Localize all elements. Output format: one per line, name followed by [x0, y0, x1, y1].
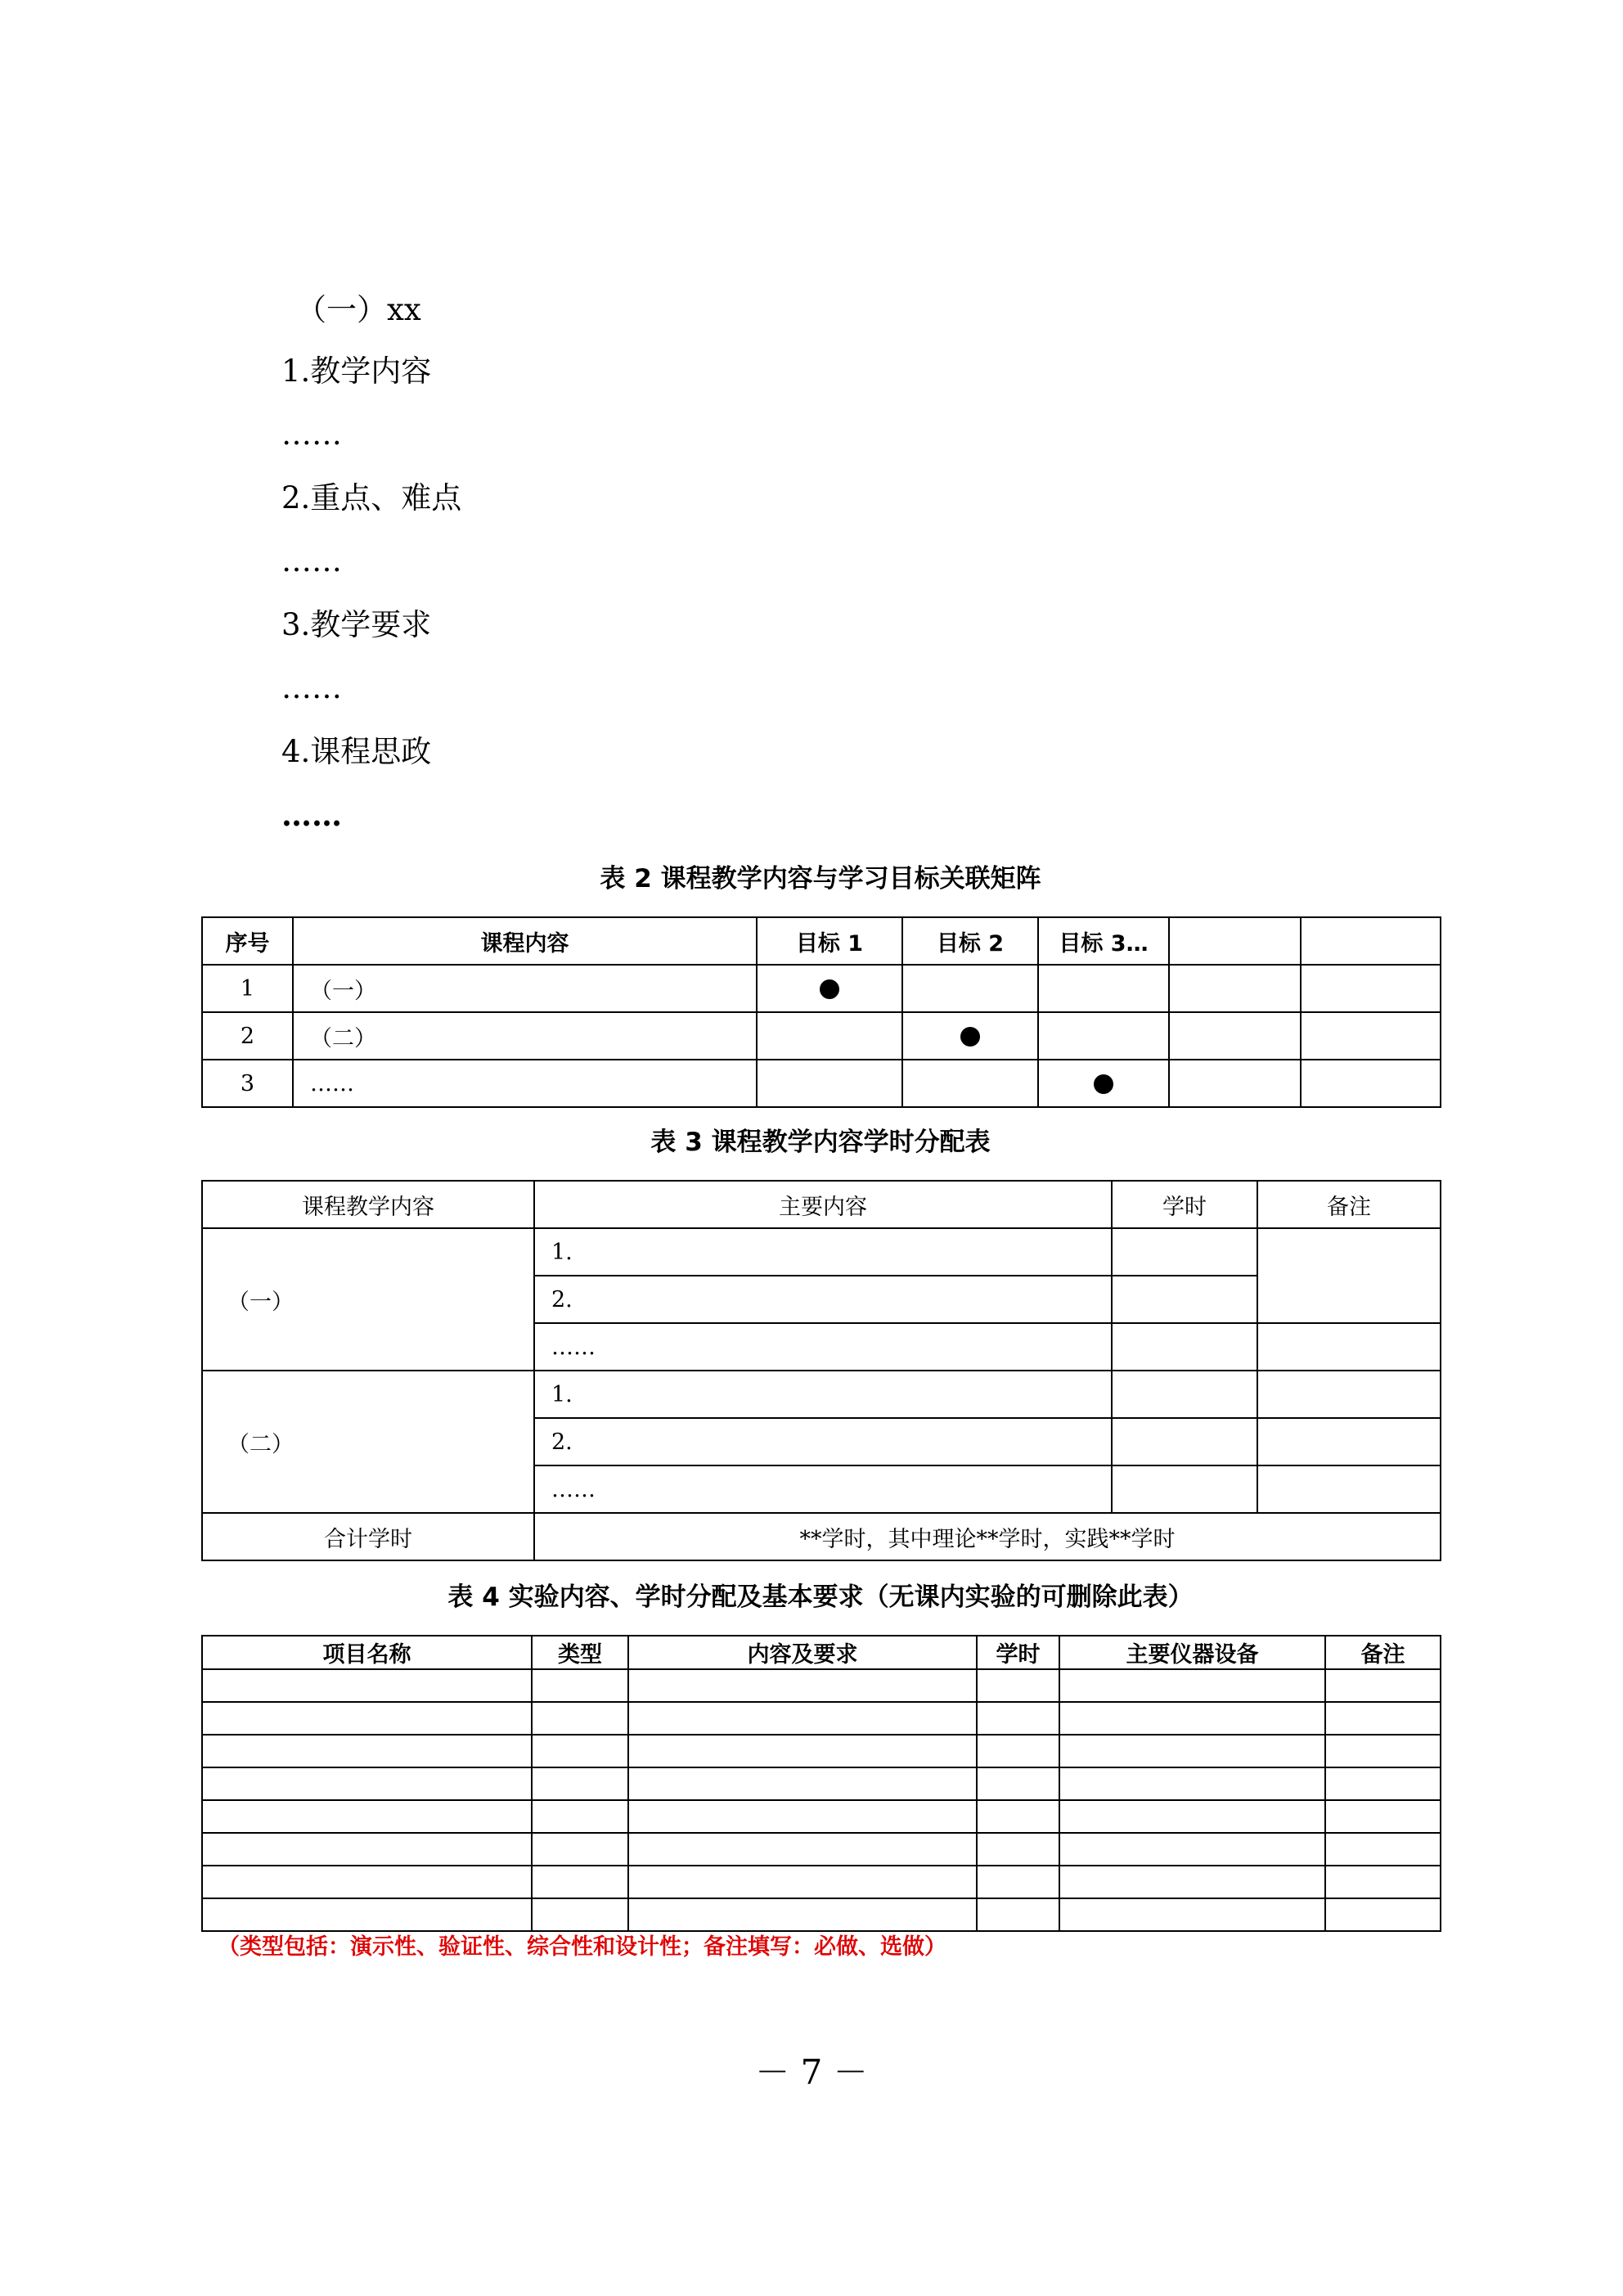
- table-row: [202, 1800, 1441, 1833]
- header-cell: 主要仪器设备: [1059, 1636, 1325, 1669]
- objective-cell: [1038, 1060, 1169, 1107]
- hours-cell: [1112, 1465, 1257, 1513]
- ellipsis-2: ……: [281, 543, 342, 579]
- table3-caption: 表 3 课程教学内容学时分配表: [650, 1128, 991, 1157]
- header-cell: 项目名称: [202, 1636, 532, 1669]
- header-cell: 内容及要求: [628, 1636, 977, 1669]
- empty-cell: [1169, 965, 1301, 1012]
- type-note: （类型包括：演示性、验证性、综合性和设计性；备注填写：必做、选做）: [218, 1934, 946, 1960]
- ellipsis-4: ……: [281, 797, 342, 833]
- objective-cell: [902, 1060, 1038, 1107]
- empty-cell: [1301, 1060, 1441, 1107]
- bullet-dot-icon: [960, 1027, 980, 1047]
- header-cell: 主要内容: [534, 1181, 1112, 1228]
- table-row: [202, 1012, 1441, 1060]
- header-cell: 学时: [1112, 1181, 1257, 1228]
- table-row: [202, 1371, 1441, 1418]
- header-cell: 目标 3…: [1038, 917, 1169, 965]
- content-item: 1.: [534, 1228, 1112, 1276]
- heading-teaching-content: 1.教学内容: [281, 353, 432, 389]
- table-row: [202, 965, 1441, 1012]
- section-heading: （一）xx: [296, 292, 421, 327]
- remark-cell: [1257, 1323, 1441, 1371]
- objective-cell: [1038, 965, 1169, 1012]
- table-row: [202, 1702, 1441, 1735]
- objective-cell: [757, 1012, 902, 1060]
- objective-cell: [757, 1060, 902, 1107]
- objective-cell: [757, 965, 902, 1012]
- group-name: （二）: [202, 1371, 534, 1513]
- content-item: 2.: [534, 1418, 1112, 1465]
- total-label: 合计学时: [202, 1513, 534, 1560]
- objective-matrix-table: [201, 916, 1441, 1108]
- bullet-dot-icon: [1094, 1074, 1113, 1094]
- table-row: [202, 1833, 1441, 1866]
- hours-cell: [1112, 1228, 1257, 1276]
- row-number: 1: [202, 965, 293, 1012]
- row-content: （一）: [293, 965, 757, 1012]
- ellipsis-1: ……: [281, 416, 342, 452]
- heading-ideology: 4.课程思政: [281, 734, 432, 769]
- objective-cell: [1038, 1012, 1169, 1060]
- bullet-dot-icon: [820, 979, 839, 999]
- header-cell: 备注: [1325, 1636, 1441, 1669]
- header-cell: 目标 2: [902, 917, 1038, 965]
- header-cell: [1301, 917, 1441, 965]
- content-item: 2.: [534, 1276, 1112, 1323]
- header-cell: 备注: [1257, 1181, 1441, 1228]
- table-row: [202, 1767, 1441, 1800]
- row-content: ……: [293, 1060, 757, 1107]
- hours-cell: [1112, 1276, 1257, 1323]
- content-item: ……: [534, 1465, 1112, 1513]
- empty-cell: [1169, 1012, 1301, 1060]
- remark-cell: [1257, 1418, 1441, 1465]
- ellipsis-3: ……: [281, 670, 342, 705]
- header-cell: 类型: [532, 1636, 628, 1669]
- content-item: ……: [534, 1323, 1112, 1371]
- header-cell: 课程教学内容: [202, 1181, 534, 1228]
- heading-key-points: 2.重点、难点: [281, 480, 462, 515]
- total-value: **学时，其中理论**学时，实践**学时: [534, 1513, 1441, 1560]
- row-content: （二）: [293, 1012, 757, 1060]
- header-cell: 目标 1: [757, 917, 902, 965]
- empty-cell: [1301, 1012, 1441, 1060]
- heading-requirements: 3.教学要求: [281, 607, 432, 642]
- table4-caption: 表 4 实验内容、学时分配及基本要求（无课内实验的可删除此表）: [447, 1582, 1194, 1612]
- hours-cell: [1112, 1323, 1257, 1371]
- table-header-row: [202, 917, 1441, 965]
- page-number: － 7 －: [755, 2052, 868, 2092]
- header-cell: 学时: [977, 1636, 1059, 1669]
- table-row: [202, 1669, 1441, 1702]
- hours-cell: [1112, 1371, 1257, 1418]
- table-header-row: [202, 1181, 1441, 1228]
- table-row: [202, 1735, 1441, 1767]
- empty-cell: [1301, 965, 1441, 1012]
- header-cell: 序号: [202, 917, 293, 965]
- table-row: [202, 1060, 1441, 1107]
- table-header-row: [202, 1636, 1441, 1669]
- header-cell: 课程内容: [293, 917, 757, 965]
- empty-cell: [1169, 1060, 1301, 1107]
- row-number: 3: [202, 1060, 293, 1107]
- table-row: [202, 1898, 1441, 1931]
- table2-caption: 表 2 课程教学内容与学习目标关联矩阵: [600, 864, 1041, 894]
- remark-cell: [1257, 1228, 1441, 1323]
- row-number: 2: [202, 1012, 293, 1060]
- table-row: [202, 1228, 1441, 1276]
- table-row: [202, 1866, 1441, 1898]
- remark-cell: [1257, 1371, 1441, 1418]
- header-cell: [1169, 917, 1301, 965]
- objective-cell: [902, 1012, 1038, 1060]
- objective-cell: [902, 965, 1038, 1012]
- hours-cell: [1112, 1418, 1257, 1465]
- group-name: （一）: [202, 1228, 534, 1371]
- experiment-table: [201, 1635, 1441, 1932]
- total-row: [202, 1513, 1441, 1560]
- remark-cell: [1257, 1465, 1441, 1513]
- content-item: 1.: [534, 1371, 1112, 1418]
- hours-allocation-table: [201, 1180, 1441, 1561]
